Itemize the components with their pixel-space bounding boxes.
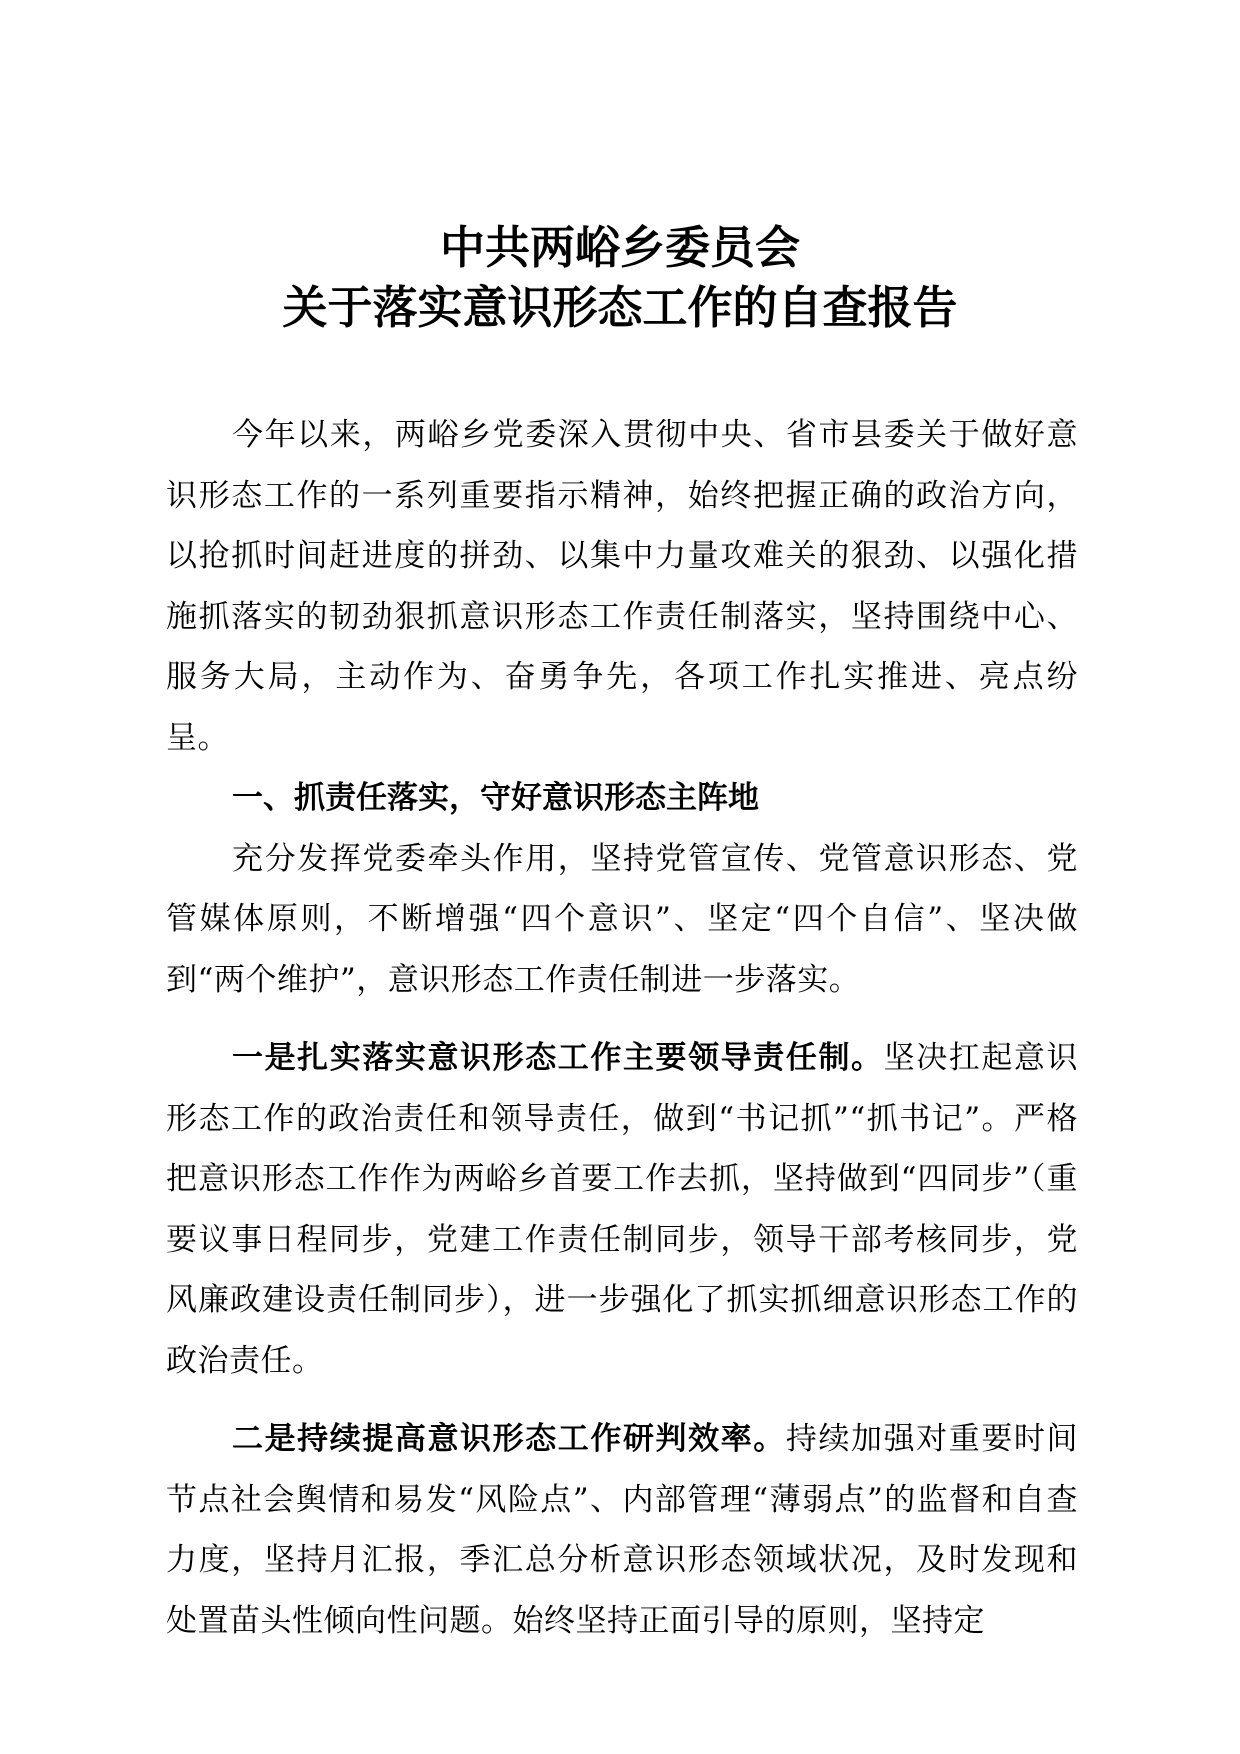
point2-paragraph (166, 1409, 1078, 1651)
point2-text: 持续加强对重要时间节点社会舆情和易发“风险点”、内部管理“薄弱点”的监督和自查力度，坚持月汇报，季汇总分析意识形态领域状况，及时发现和处置苗头性倾向性问题。始终坚持正面引导的原则，坚持定 (166, 1421, 1078, 1639)
paragraph-gap (166, 1391, 1078, 1409)
point2-lead: 二是持续提高意识形态工作研判效率。 (232, 1421, 786, 1457)
point1-text: 坚决扛起意识形态工作的政治责任和领导责任，做到“书记抓”“抓书记”。严格把意识形态工作作为两峪乡首要工作去抓，坚持做到“四同步”（重要议事日程同步，党建工作责任制同步，领导干部考核同步，党风廉政建设责任制同步），进一步强化了抓实抓细意识形态工作的政治责任。 (166, 1040, 1079, 1379)
point1-paragraph (166, 1028, 1078, 1391)
document-body (166, 405, 1078, 1651)
point1-lead: 一是扎实落实意识形态工作主要领导责任制。 (232, 1040, 884, 1076)
section-heading-1: 一、抓责任落实，守好意识形态主阵地 (232, 780, 759, 816)
document-title-line1: 中共两峪乡委员会 (439, 221, 800, 274)
intro-paragraph: 今年以来，两峪乡党委深入贯彻中央、省市县委关于做好意识形态工作的一系列重要指示精神，始终把握正确的政治方向，以抢抓时间赶进度的拼劲、以集中力量攻难关的狠劲、以强化措施抓落实的韧劲狠抓意识形态工作责任制落实，坚持围绕中心、服务大局，主动作为、奋勇争先，各项工作扎实推进、亮点纷呈。 (166, 417, 1078, 756)
section1-intro-paragraph: 充分发挥党委牵头作用，坚持党管宣传、党管意识形态、党管媒体原则，不断增强“四个意识”、坚定“四个自信”、坚决做到“两个维护”，意识形态工作责任制进一步落实。 (166, 840, 1078, 998)
paragraph-gap (166, 1010, 1078, 1028)
document-title-line2: 关于落实意识形态工作的自查报告 (282, 281, 958, 334)
